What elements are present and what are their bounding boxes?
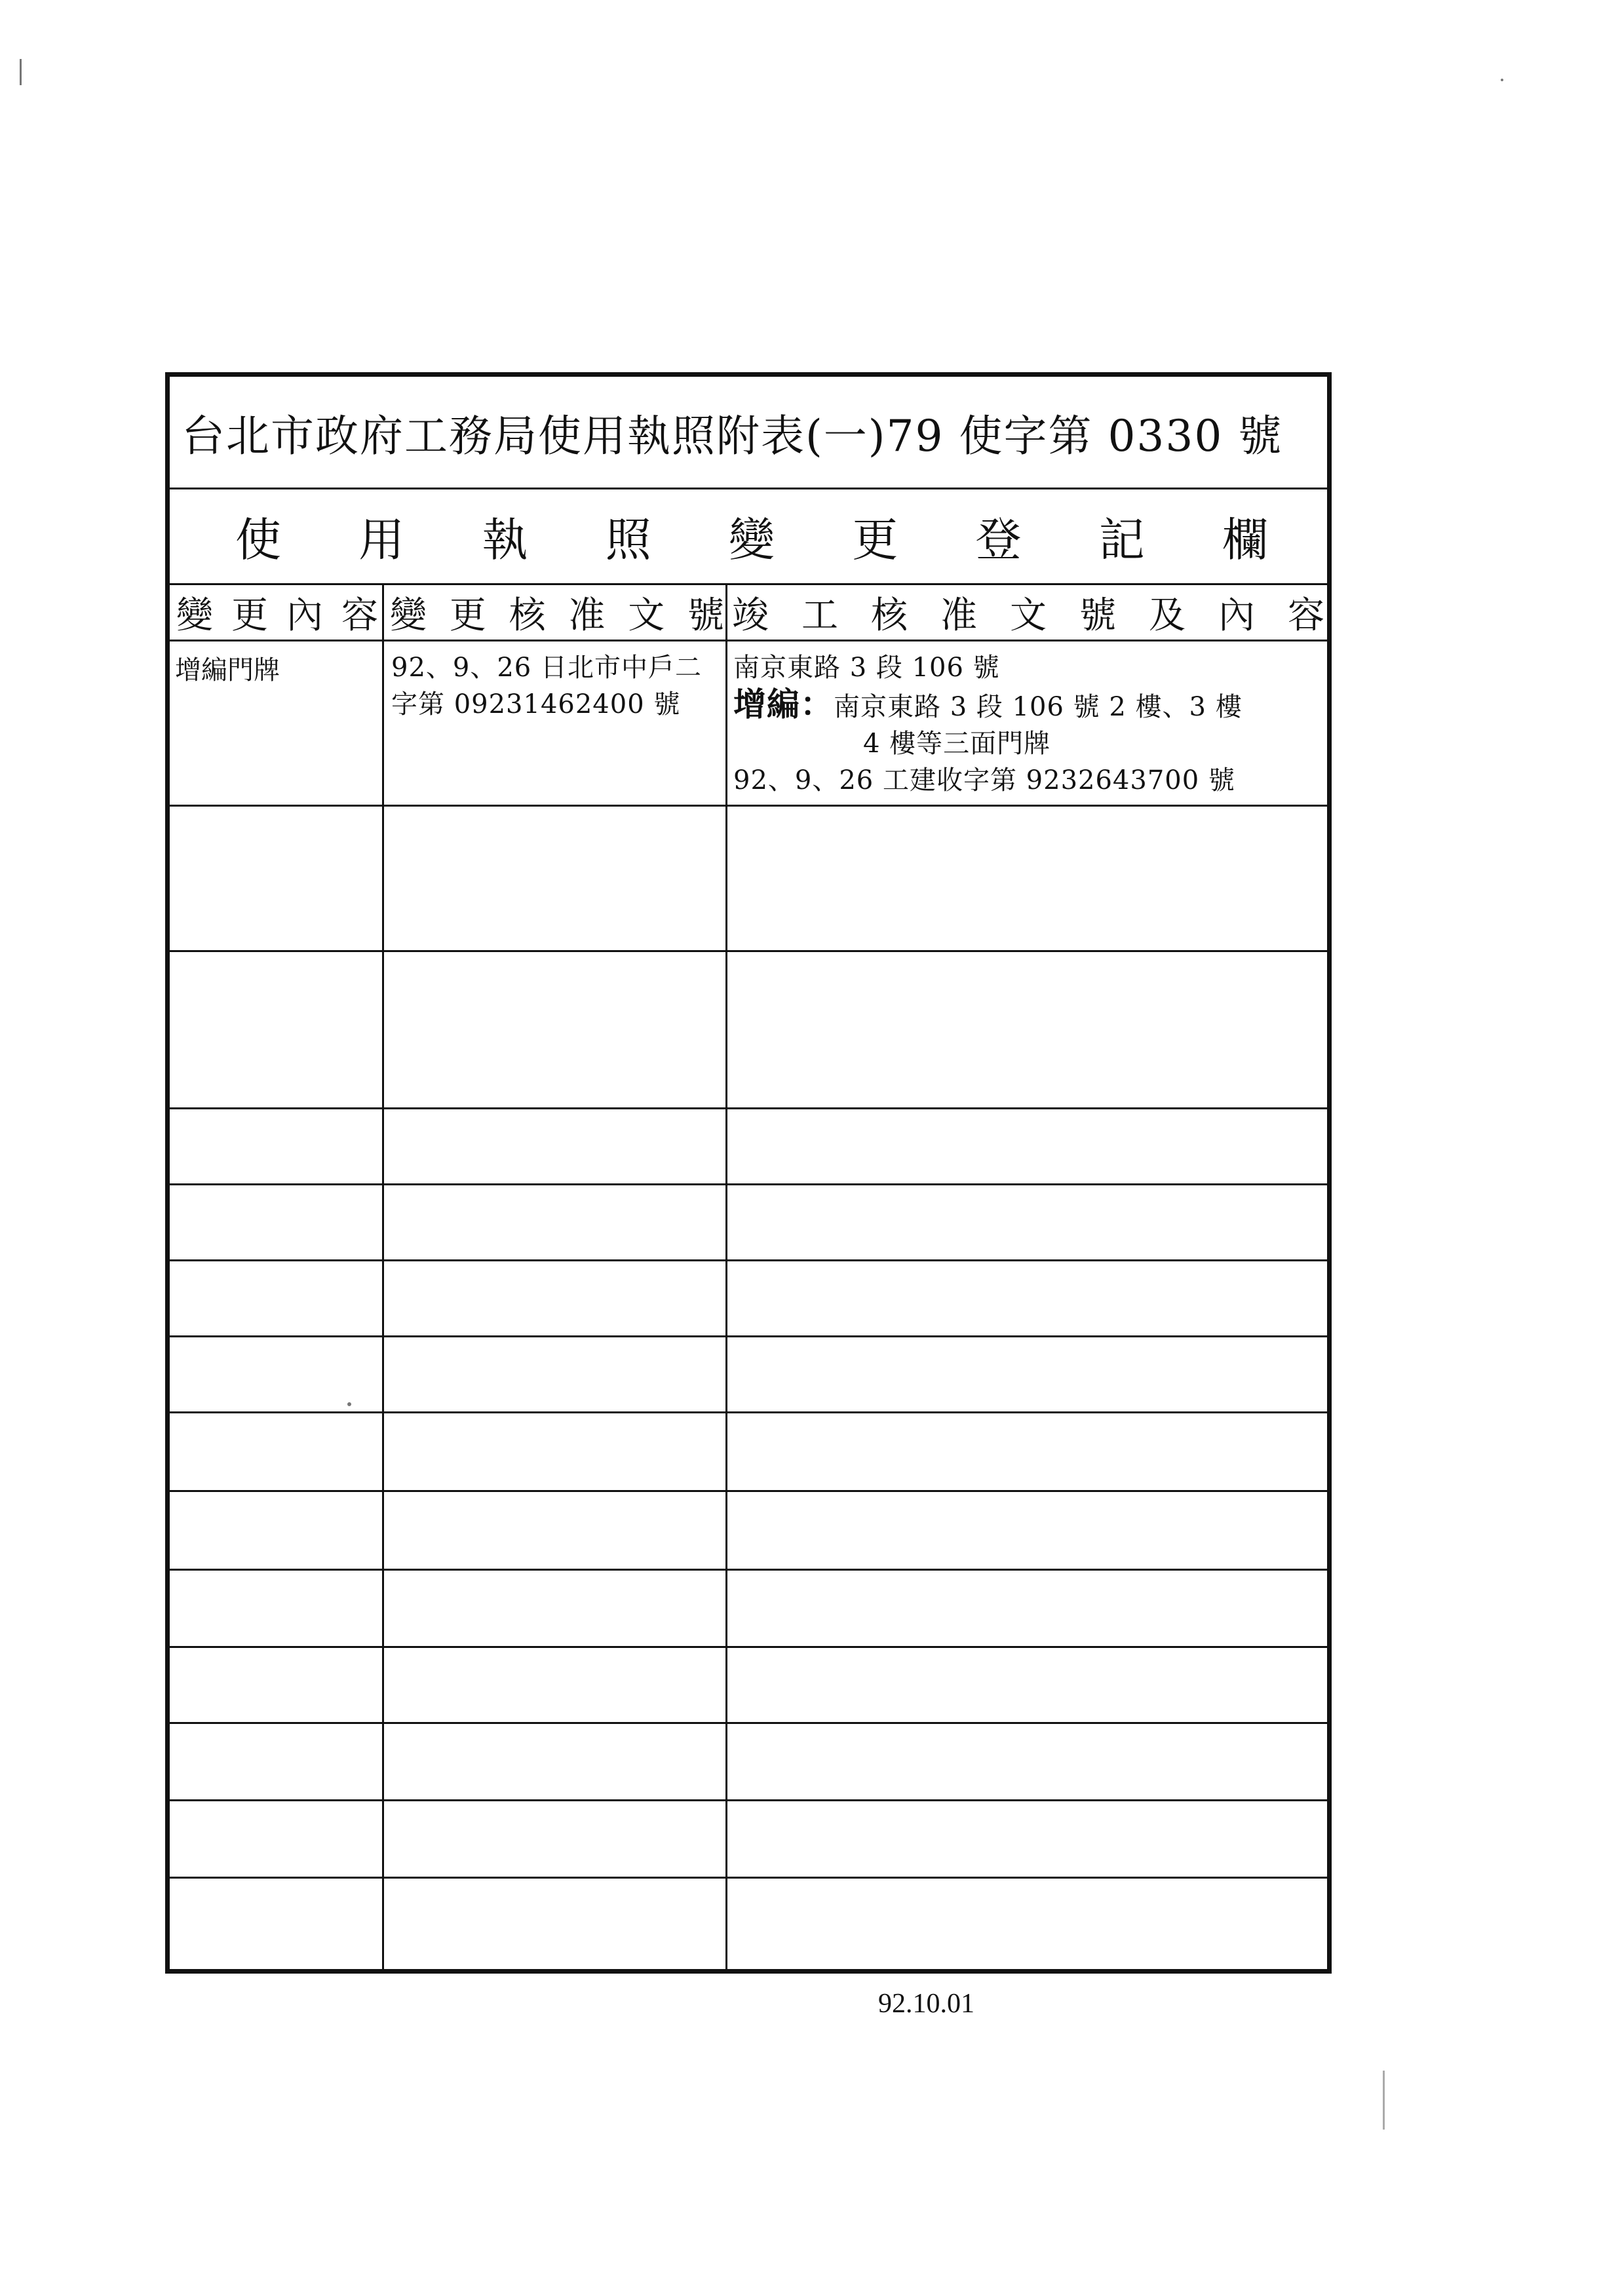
heading-char: 登: [975, 513, 1022, 567]
column-header-char: 工: [801, 594, 838, 637]
approval-no-line: 字第 09231462400 號: [391, 689, 681, 719]
column-header-completion: [727, 585, 1327, 640]
table-row-empty: [170, 1648, 1327, 1724]
heading-char: 執: [482, 513, 528, 567]
column-header-char: 變: [176, 594, 213, 637]
column-header-char: 變: [390, 594, 427, 637]
column-header-char: 文: [1010, 594, 1047, 637]
table-row-empty: [170, 952, 1327, 1109]
scan-speck: [20, 59, 22, 85]
heading-char: 使: [235, 513, 281, 567]
column-header-approval-no: [383, 585, 727, 640]
table-row-empty: [170, 1801, 1327, 1879]
heading-char: 變: [729, 513, 775, 567]
approval-no-cell: [383, 641, 727, 805]
table-row-empty: [170, 1413, 1327, 1492]
footer-date: 92.10.01: [878, 1989, 974, 2019]
column-header-char: 容: [341, 594, 378, 637]
heading-char: 照: [605, 513, 651, 567]
column-header-char: 准: [568, 594, 606, 637]
completion-line: 92、9、26 工建收字第 9232643700 號: [733, 765, 1235, 795]
table-row-empty: [170, 1337, 1327, 1413]
column-header-char: 更: [449, 594, 486, 637]
column-header-char: 號: [687, 594, 724, 637]
form-title: 台北市政府工務局使用執照附表(一)79 使字第 0330 號: [170, 377, 1327, 489]
column-header-char: 竣: [732, 594, 769, 637]
table-row-empty: [170, 1571, 1327, 1648]
form-heading: [170, 489, 1327, 585]
completion-line: 4 樓等三面門牌: [863, 729, 1051, 759]
completion-cell: [727, 641, 1327, 805]
column-header-char: 容: [1288, 594, 1324, 637]
change-content-cell: 增編門牌: [175, 655, 280, 685]
column-divider: [725, 585, 727, 1969]
column-divider: [382, 585, 384, 1969]
column-header-char: 及: [1149, 594, 1186, 637]
heading-char: 記: [1098, 513, 1145, 567]
heading-char: 用: [358, 513, 405, 567]
column-header-char: 內: [286, 594, 323, 637]
column-header-change-content: [170, 585, 383, 640]
column-header-char: 核: [871, 594, 908, 637]
column-header-char: 准: [940, 594, 977, 637]
heading-char: 更: [852, 513, 898, 567]
completion-line: [733, 686, 1324, 725]
column-header-char: 號: [1079, 594, 1116, 637]
table-row-empty: [170, 1724, 1327, 1801]
table-row-empty: [170, 1879, 1327, 1969]
scan-speck: [1501, 79, 1503, 81]
table-row: [170, 641, 1327, 807]
table-row-empty: [170, 807, 1327, 952]
table-row-empty: [170, 1261, 1327, 1337]
added-label: 增編：: [733, 685, 834, 723]
completion-text: 南京東路 3 段 106 號 2 樓、3 樓: [834, 692, 1243, 722]
heading-char: 欄: [1222, 513, 1268, 567]
column-header-char: 核: [509, 594, 546, 637]
column-header-char: 文: [628, 594, 665, 637]
table-row-empty: [170, 1109, 1327, 1185]
column-header-char: 更: [231, 594, 268, 637]
table-row-empty: [170, 1492, 1327, 1571]
column-header-row: [170, 585, 1327, 641]
completion-line: 南京東路 3 段 106 號: [733, 653, 1000, 683]
use-permit-change-form: [165, 372, 1332, 1974]
approval-no-line: 92、9、26 日北市中戶二: [391, 653, 702, 683]
scan-speck: [1383, 2071, 1385, 2130]
table-row-empty: [170, 1185, 1327, 1261]
column-header-char: 內: [1218, 594, 1255, 637]
